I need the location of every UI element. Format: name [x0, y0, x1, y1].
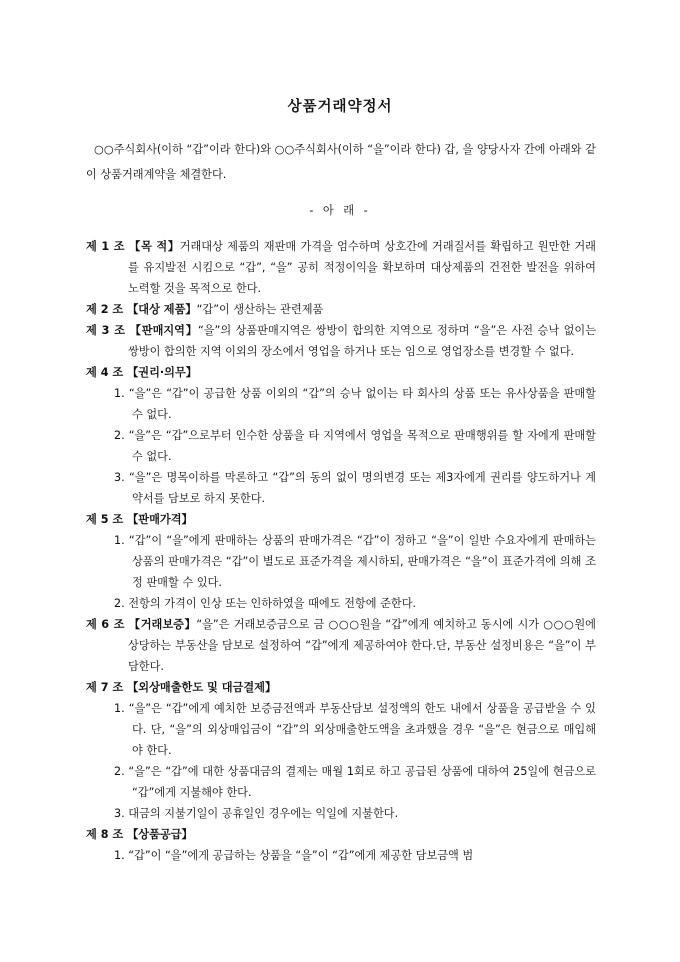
article-number: 제 8 조	[86, 828, 128, 841]
section-separator: - 아 래 -	[309, 204, 371, 217]
document-title: 상품거래약정서	[287, 99, 393, 115]
list-item: 1. “갑”이 “을”에게 판매하는 상품의 판매가격은 “갑”이 정하고 “을”이 일반 수요자에게 판매하는 상품의 판매가격은 “갑”이 별도로 표준가격을 제시하되, 판매가격은 “을”이 표준가격에 의해 조정 판매할 수 있다.	[114, 534, 596, 589]
article-items	[114, 698, 596, 824]
article-items	[114, 383, 596, 509]
article-text: 거래대상 제품의 재판매 가격을 엄수하며 상호간에 거래질서를 확립하고 원만한 거래를 유지발전 시킴으로 “갑”, “을” 공히 적정이익을 확보하며 대상제품의 건전한 발전을 위하여 노력할 것을 목적으로 한다.	[128, 240, 596, 295]
article-heading: 【목 적】	[129, 240, 180, 253]
article-heading: 【권리·의무】	[127, 366, 197, 379]
article-items	[114, 530, 596, 614]
article-number: 제 4 조	[86, 366, 128, 379]
article-items	[114, 845, 596, 866]
article-number: 제 2 조	[86, 303, 128, 316]
article-3	[86, 320, 596, 362]
list-item: 3. 대금의 지불기일이 공휴일인 경우에는 익일에 지불한다.	[114, 807, 399, 820]
article-number: 제 7 조	[86, 681, 128, 694]
article-6	[86, 614, 596, 677]
article-number: 제 3 조	[86, 324, 130, 337]
list-item: 2. “을”은 “갑”에 대한 상품대금의 결제는 매월 1회로 하고 공급된 상품에 대하여 25일에 현금으로 “갑”에게 지불해야 한다.	[114, 765, 596, 799]
intro-paragraph: ○○주식회사(이하 “갑”이라 한다)와 ○○주식회사(이하 “을”이라 한다) 갑, 을 양당사자 간에 아래와 같이 상품거래계약을 체결한다.	[86, 143, 596, 181]
article-1	[86, 236, 596, 299]
article-8	[86, 824, 596, 866]
article-text: “갑”이 생산하는 관련제품	[196, 303, 324, 316]
article-4	[86, 362, 596, 509]
list-item: 1. “갑”이 “을”에게 공급하는 상품을 “을”이 “갑”에게 제공한 담보금액 범	[114, 849, 474, 862]
article-2	[86, 299, 596, 320]
article-number: 제 6 조	[86, 618, 129, 631]
article-heading: 【판매가격】	[127, 513, 193, 526]
articles-body	[86, 236, 596, 866]
article-7	[86, 677, 596, 824]
list-item: 1. “을”은 “갑”이 공급한 상품 이외의 “갑”의 승낙 없이는 타 회사의 상품 또는 유사상품을 판매할 수 없다.	[114, 387, 596, 421]
article-number: 제 5 조	[86, 513, 128, 526]
article-number: 제 1 조	[86, 240, 130, 253]
list-item: 3. “을”은 명목이하를 막론하고 “갑”의 동의 없이 명의변경 또는 제3자에게 권리를 양도하거나 계약서를 담보로 하지 못한다.	[114, 471, 596, 505]
list-item: 2. “을”은 “갑”으로부터 인수한 상품을 타 지역에서 영업을 목적으로 판매행위를 할 자에게 판매할 수 없다.	[114, 429, 596, 463]
article-text: “을”은 거래보증금으로 금 ○○○원을 “갑”에게 예치하고 동시에 시가 ○○○원에 상당하는 부동산을 담보로 설정하여 “갑”에게 제공하여야 한다.단, 부동산 설정비용은 “을”이 부담한다.	[128, 618, 596, 673]
article-heading: 【판매지역】	[129, 324, 198, 337]
list-item: 1. “을”은 “갑”에게 예치한 보증금전액과 부동산담보 설정액의 한도 내에서 상품을 공급받을 수 있다. 단, “을”의 외상매입금이 “갑”의 외상매출한도액을 초과했을 경우 “을”은 현금으로 매입해야 한다.	[114, 702, 596, 757]
list-item: 2. 전항의 가격이 인상 또는 인하하였을 때에도 전항에 준한다.	[114, 597, 417, 610]
article-heading: 【거래보증】	[128, 618, 197, 631]
article-heading: 【대상 제품】	[127, 303, 197, 316]
article-text: “을”의 상품판매지역은 쌍방이 합의한 지역으로 정하며 “을”은 사전 승낙 없이는 쌍방이 합의한 지역 이외의 장소에서 영업을 하거나 또는 임으로 영업장소를 변경할 수 없다.	[128, 324, 596, 358]
article-5	[86, 509, 596, 614]
article-heading: 【상품공급】	[127, 828, 193, 841]
article-heading: 【외상매출한도 및 대금결제】	[127, 681, 277, 694]
